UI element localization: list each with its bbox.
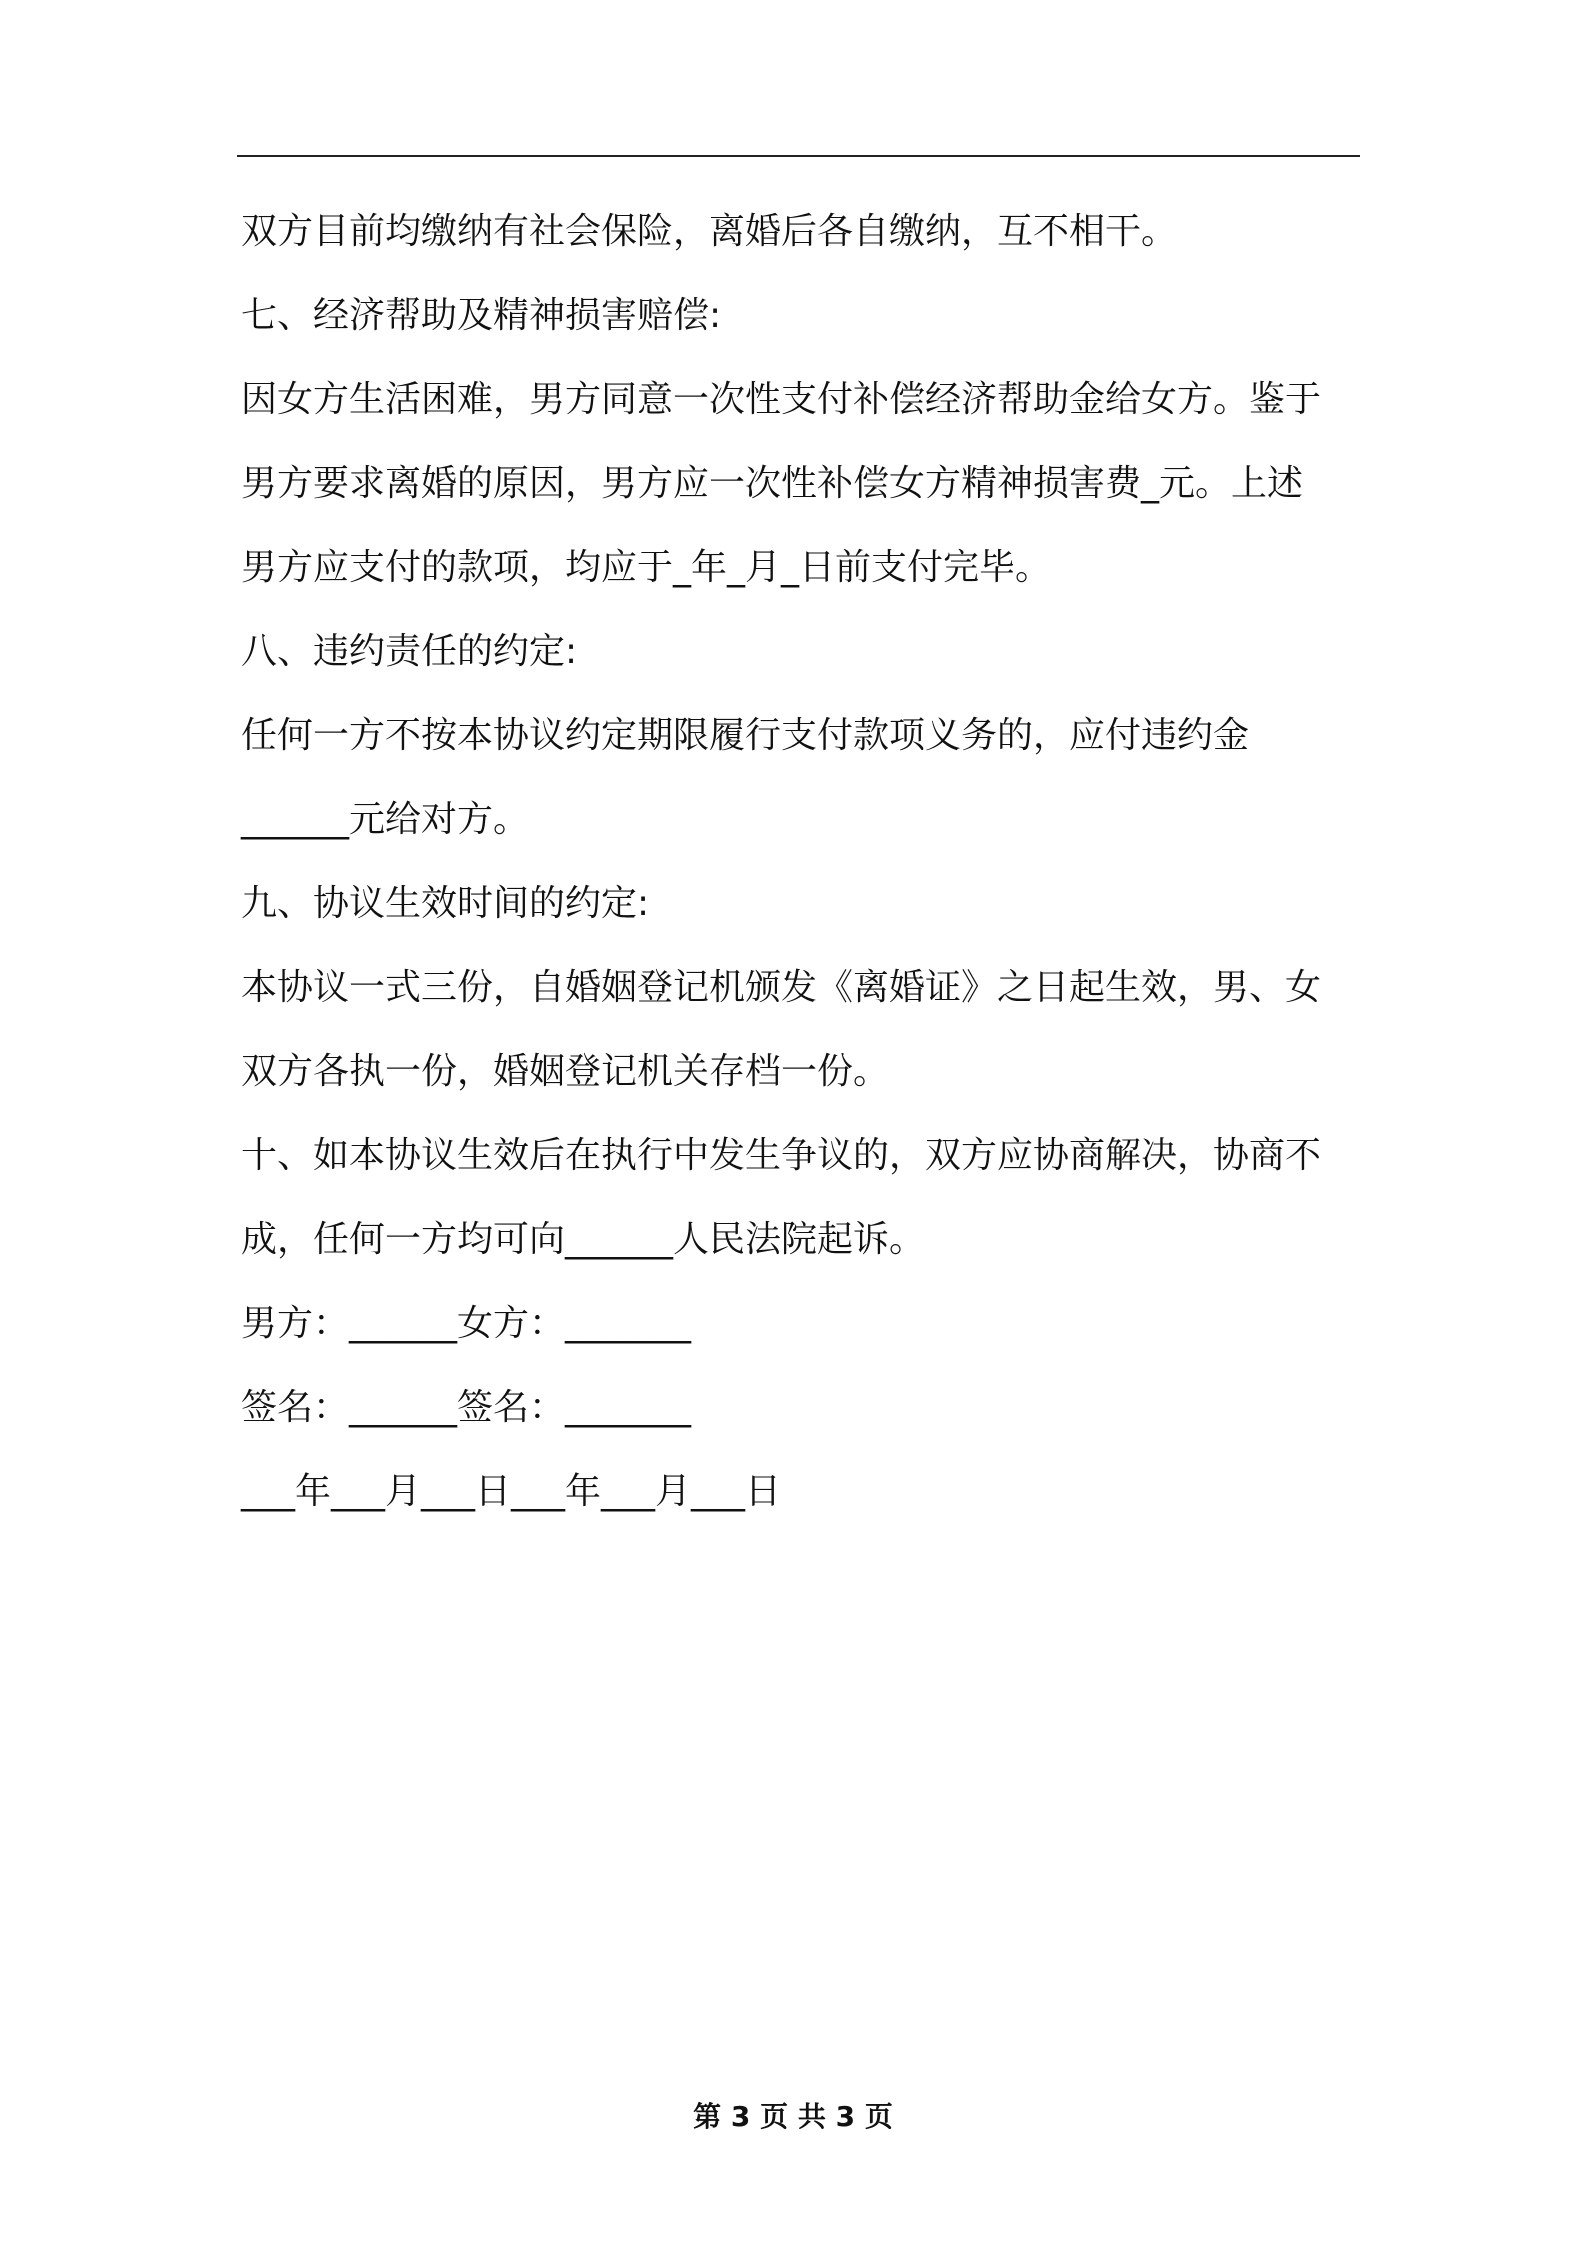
paragraph-economic-help-2: 男方要求离婚的原因，男方应一次性补偿女方精神损害费_元。上述	[241, 463, 1304, 504]
section-heading-10: 十、如本协议生效后在执行中发生争议的，双方应协商解决，协商不	[241, 1135, 1322, 1176]
signature-names: 签名：______签名：_______	[241, 1387, 692, 1428]
paragraph-social-insurance: 双方目前均缴纳有社会保险，离婚后各自缴纳，互不相干。	[241, 211, 1178, 252]
paragraph-economic-help-1: 因女方生活困难，男方同意一次性支付补偿经济帮助金给女方。鉴于	[241, 379, 1322, 420]
paragraph-breach-2: ______元给对方。	[241, 799, 530, 840]
section-heading-7: 七、经济帮助及精神损害赔偿:	[241, 295, 722, 336]
signature-dates: ___年___月___日___年___月___日	[241, 1471, 781, 1512]
paragraph-effective-2: 双方各执一份，婚姻登记机关存档一份。	[241, 1051, 890, 1092]
page-number: 第 3 页 共 3 页	[693, 2100, 893, 2133]
paragraph-dispute: 成，任何一方均可向______人民法院起诉。	[241, 1219, 926, 1260]
document-body	[241, 190, 1361, 1534]
paragraph-breach-1: 任何一方不按本协议约定期限履行支付款项义务的，应付违约金	[241, 715, 1250, 756]
paragraph-effective-1: 本协议一式三份，自婚姻登记机颁发《离婚证》之日起生效，男、女	[241, 967, 1322, 1008]
section-heading-9: 九、协议生效时间的约定:	[241, 883, 650, 924]
section-heading-8: 八、违约责任的约定:	[241, 631, 578, 672]
signature-parties: 男方：______女方：_______	[241, 1303, 692, 1344]
header-rule	[237, 155, 1360, 157]
paragraph-economic-help-3: 男方应支付的款项，均应于_年_月_日前支付完毕。	[241, 547, 1052, 588]
